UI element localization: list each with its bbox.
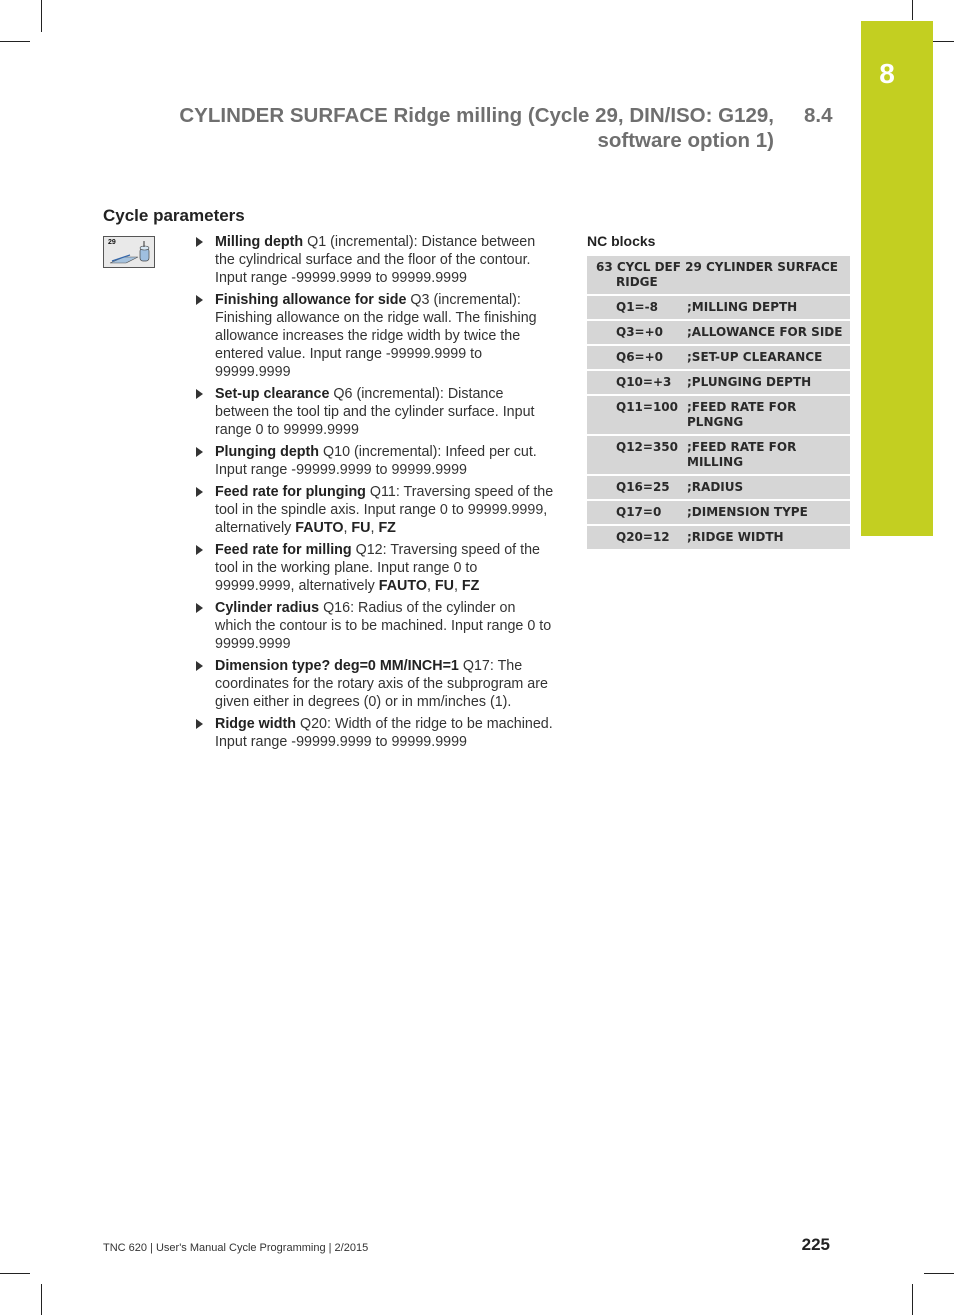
footer-text: TNC 620 | User's Manual Cycle Programming | 2/2015 xyxy=(103,1242,369,1254)
parameter-item xyxy=(195,291,555,381)
nc-comment: ;ALLOWANCE FOR SIDE xyxy=(687,320,850,345)
nc-block-row xyxy=(587,295,850,320)
crop-mark xyxy=(0,41,30,42)
bullet-triangle-icon xyxy=(196,603,203,613)
nc-comment: ;SET-UP CLEARANCE xyxy=(687,345,850,370)
feed-option: FZ xyxy=(378,520,396,536)
nc-block-row xyxy=(587,435,850,475)
page-header-title xyxy=(134,103,774,153)
cylinder-ridge-cycle-icon xyxy=(104,237,154,267)
nc-comment: ;FEED RATE FOR MILLING xyxy=(687,435,850,475)
bullet-triangle-icon xyxy=(196,719,203,729)
parameter-item xyxy=(195,715,555,751)
chapter-tab xyxy=(861,21,933,536)
bullet-triangle-icon xyxy=(196,237,203,247)
parameter-item: Feed rate for plunging Q11: Traversing speed of the tool in the spindle axis. Input range 0 to 99999.9999, alternatively FAUTO, FU, FZ xyxy=(195,483,555,537)
nc-parameter: Q16=25 xyxy=(587,475,687,500)
nc-cycle-def: 63 CYCL DEF 29 CYLINDER SURFACE RIDGE xyxy=(587,256,850,295)
parameter-description: Q10 (incremental): Infeed per cut. Input range -99999.9999 to 99999.9999 xyxy=(215,444,537,478)
nc-parameter: Q17=0 xyxy=(587,500,687,525)
nc-blocks-title: NC blocks xyxy=(587,233,656,249)
parameter-item xyxy=(195,385,555,439)
section-number: 8.4 xyxy=(804,104,833,127)
parameter-description: Q1 (incremental): Distance between the cylindrical surface and the floor of the contour. Input range -99999.9999 to 99999.9999 xyxy=(215,234,536,286)
nc-comment: ;MILLING DEPTH xyxy=(687,295,850,320)
crop-mark xyxy=(924,1273,954,1274)
crop-mark xyxy=(912,0,913,20)
nc-parameter: Q6=+0 xyxy=(587,345,687,370)
parameter-name: Ridge width xyxy=(215,716,297,732)
parameter-description: Q11: Traversing speed of the tool in the spindle axis. Input range 0 to 99999.9999, alternatively xyxy=(215,484,554,536)
parameter-description: Q6 (incremental): Distance between the tool tip and the cylinder surface. Input range 0 to 99999.9999 xyxy=(215,386,535,438)
nc-comment: ;RIDGE WIDTH xyxy=(687,525,850,550)
bullet-triangle-icon xyxy=(196,389,203,399)
crop-mark xyxy=(912,1284,913,1315)
bullet-triangle-icon xyxy=(196,295,203,305)
parameter-description: Q3 (incremental): Finishing allowance on the ridge wall. The finishing allowance increases the ridge width by twice the entered value. Input range -99999.9999 to 99999.9999 xyxy=(215,292,537,380)
nc-block-header-row xyxy=(587,256,850,295)
page-number: 225 xyxy=(801,1235,830,1254)
nc-block-row xyxy=(587,370,850,395)
nc-parameter: Q11=100 xyxy=(587,395,687,435)
header-title-line-2: software option 1) xyxy=(597,129,774,152)
parameter-item xyxy=(195,233,555,287)
nc-comment: ;RADIUS xyxy=(687,475,850,500)
parameter-item xyxy=(195,657,555,711)
nc-block-row xyxy=(587,395,850,435)
nc-blocks-table xyxy=(587,256,850,551)
parameter-name: Finishing allowance for side xyxy=(215,292,407,308)
bullet-triangle-icon xyxy=(196,661,203,671)
nc-parameter: Q1=-8 xyxy=(587,295,687,320)
parameter-name: Cylinder radius xyxy=(215,600,320,616)
nc-parameter: Q12=350 xyxy=(587,435,687,475)
nc-block-row xyxy=(587,320,850,345)
parameter-description: Q16: Radius of the cylinder on which the contour is to be machined. Input range 0 to 99999.9999 xyxy=(215,600,552,652)
nc-comment: ;DIMENSION TYPE xyxy=(687,500,850,525)
parameter-name: Feed rate for milling xyxy=(215,542,352,558)
softkey-label: 29 xyxy=(108,239,116,246)
crop-mark xyxy=(41,0,42,32)
feed-option: FAUTO xyxy=(378,578,427,594)
parameter-list xyxy=(195,233,555,755)
nc-parameter: Q10=+3 xyxy=(587,370,687,395)
crop-mark xyxy=(0,1273,30,1274)
crop-mark xyxy=(41,1284,42,1315)
nc-comment: ;PLUNGING DEPTH xyxy=(687,370,850,395)
nc-block-row xyxy=(587,345,850,370)
chapter-number: 8 xyxy=(879,58,895,89)
parameter-name: Feed rate for plunging xyxy=(215,484,366,500)
bullet-triangle-icon xyxy=(196,545,203,555)
feed-option: FU xyxy=(434,578,454,594)
nc-parameter: Q3=+0 xyxy=(587,320,687,345)
header-title-line-1: CYLINDER SURFACE Ridge milling (Cycle 29, DIN/ISO: G129, xyxy=(179,104,774,127)
bullet-triangle-icon xyxy=(196,447,203,457)
feed-option: FU xyxy=(351,520,371,536)
feed-option: FAUTO xyxy=(295,520,344,536)
parameter-name: Plunging depth xyxy=(215,444,320,460)
nc-block-row xyxy=(587,500,850,525)
nc-block-row xyxy=(587,475,850,500)
parameter-name: Milling depth xyxy=(215,234,304,250)
parameter-name: Dimension type? deg=0 MM/INCH=1 xyxy=(215,658,459,674)
parameter-name: Set-up clearance xyxy=(215,386,330,402)
parameter-item xyxy=(195,599,555,653)
feed-option: FZ xyxy=(461,578,480,594)
cycle-softkey xyxy=(103,236,155,268)
section-title: Cycle parameters xyxy=(103,206,245,225)
nc-parameter: Q20=12 xyxy=(587,525,687,550)
nc-block-row xyxy=(587,525,850,550)
parameter-description: Q17: The coordinates for the rotary axis of the subprogram are given either in degrees (0) or in mm/inches (1). xyxy=(215,658,548,710)
parameter-item: Feed rate for milling Q12: Traversing speed of the tool in the working plane. Input range 0 to 99999.9999, alternatively FAUTO, FU, FZ xyxy=(195,541,555,595)
parameter-description: Q20: Width of the ridge to be machined. Input range -99999.9999 to 99999.9999 xyxy=(215,716,553,750)
parameter-item xyxy=(195,443,555,479)
parameter-description: Q12: Traversing speed of the tool in the working plane. Input range 0 to 99999.9999, alternatively xyxy=(215,542,540,594)
nc-comment: ;FEED RATE FOR PLNGNG xyxy=(687,395,850,435)
bullet-triangle-icon xyxy=(196,487,203,497)
